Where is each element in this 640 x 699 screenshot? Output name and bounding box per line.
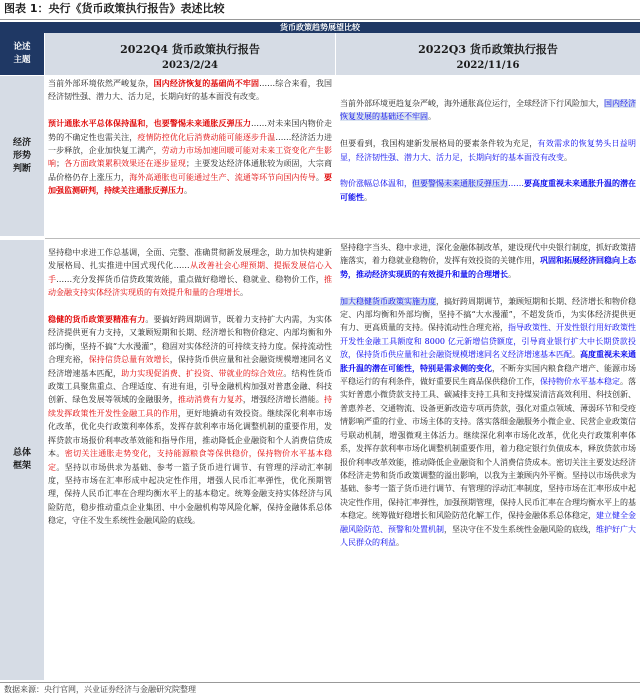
row-divider: [45, 238, 640, 239]
left-report-title: 2022Q4 货币政策执行报告: [120, 43, 260, 56]
figure-title: 图表 1：央行《货币政策执行报告》表述比较: [4, 2, 225, 15]
left-column-header: [45, 33, 335, 75]
row-economy-left: 当前外部环境依然严峻复杂，国内经济恢复的基础尚不牢固……综合来看，我国经济韧性强、潜力大、活力足，长期向好的基本面没有改变。 预计通胀水平总体保持温和，也要警惕未来通胀反弹压力……对未来国内物价走势的不确定性也需关注，疫情防控优化后消费动能可能逐步升温……经济活力进一步释放，企业加快复工满产，劳动力市场加速回暖可能对未来工资变化产生影响；各方面政策累积效果还在逐步显现；主要发达经济体通胀较为顽固，大宗商品价格仍存上涨压力，海外高通胀也可能通过生产、流通等环节向国内传导。要加强监测研判，持续关注通胀反弹压力。: [48, 78, 332, 196]
row-label-framework: 总体 框架: [0, 240, 44, 680]
row-label-header: 论述 主题: [0, 33, 44, 75]
row-label-economy: 经济 形势 判断: [0, 76, 44, 236]
source-note: 数据来源：央行官网，兴业证券经济与金融研究院整理: [4, 685, 196, 694]
right-report-title: 2022Q3 货币政策执行报告: [418, 43, 558, 56]
banner: 货币政策趋势展望比较: [0, 22, 640, 33]
right-report-date: 2022/11/16: [456, 60, 520, 71]
bottom-divider: [0, 682, 640, 683]
row-economy-right: 当前外部环境更趋复杂严峻，海外通胀高位运行，全球经济下行风险加大，国内经济恢复发展的基础还不牢固。 但要看到，我国构建新发展格局的要素条件较为充足，有效需求的恢复势头日益明显，经济韧性强、潜力大、活力足，长期向好的基本面没有改变。 物价涨幅总体温和，但要警惕未来通胀反弹压力……要高度重视未来通胀升温的潜在可能性。: [340, 99, 636, 202]
row-framework-left: 坚持稳中求进工作总基调，全面、完整、准确贯彻新发展理念，助力加快构建新发展格局、扎实推进中国式现代化……从改善社会心理预期、提振发展信心入手……充分发挥货币信贷政策效能，重点做好稳增长、稳就业、稳物价工作，推动金融支持实体经济实现质的有效提升和量的合理增长。 稳健的货币政策要精准有力。要搞好跨周期调节，既着力支持扩大内需，为实体经济提供更有力支持，又兼顾短期和长期、经济增长和物价稳定、内部均衡和外部均衡，坚持不搞“大水漫灌”，稳固对实体经济的可持续支持力度。保持流动性合理充裕，保持信贷总量有效增长，保持货币供应量和社会融资规模增速同名义经济增速基本匹配，助力实现促消费、扩投资、带就业的综合效应。结构性货币政策工具聚焦重点、合理适度、有进有退，引导金融机构加强对普惠金融、科技创新、绿色发展等领域的金融服务，推动消费有力复苏，增强经济增长潜能。持续发挥政策性开发性金融工具的作用，更好地撬动有效投资。继续深化利率市场化改革，优化央行政策利率体系，发挥存款利率市场化调整机制的重要作用，发挥贷款市场报价利率改革效能和指导作用，推动降低企业融资和个人消费信贷成本。密切关注通胀走势变化，支持能源粮食等保供稳价，保持物价水平基本稳定。坚持以市场供求为基础、参考一篮子货币进行调节、有管理的浮动汇率制度，坚持市场在汇率形成中起决定性作用，增强人民币汇率弹性，优化预期管理，保持人民币汇率在合理均衡水平上的基本稳定。统筹金融支持实体经济与风险防范，稳步推动重点企业集团、中小金融机构等风险化解，保持金融体系总体稳定，守住不发生系统性金融风险的底线。: [48, 248, 332, 526]
divider: [0, 19, 640, 20]
row-framework-right: 坚持稳字当头、稳中求进，深化金融体制改革，建设现代中央银行制度，抓好政策措施落实，着力稳就业稳物价，发挥有效投资的关键作用，巩固和拓展经济回稳向上态势，推动经济实现质的有效提升和量的合理增长。 加大稳健货币政策实施力度，搞好跨周期调节，兼顾短期和长期、经济增长和物价稳定、内部均衡和外部均衡，坚持不搞“大水漫灌”，不超发货币，为实体经济提供更有力、更高质量的支持。保持流动性合理充裕，指导政策性、开发性银行用好政策性开发性金融工具额度和 8000 亿元新增信贷额度，引导商业银行扩大中长期贷款投放，保持货币供应量和社会融资规模增速同名义经济增速基本匹配。高度重视未来通胀升温的潜在可能性，特别是需求侧的变化，不断夯实国内粮食稳产增产、能源市场平稳运行的有利条件，做好重要民生商品保供稳价工作，保持物价水平基本稳定。落实好普惠小微贷款支持工具、碳减排支持工具和支持煤炭清洁高效利用、科技创新、普惠养老、交通物流、设备更新改造专项再贷款，强化对重点领域、薄弱环节和受疫情影响严重的行业、市场主体的支持。落实落细金融服务小微企业、民营企业政策信号联动机制，增强微观主体活力。继续深化利率市场化改革，优化央行政策利率体系，发挥存款利率市场化调整机制重要作用，着力稳定银行负债成本，释放贷款市场报价利率改革效能，推动降低企业融资和个人消费信贷成本。密切关注主要发达经济体经济走势和货币政策调整的溢出影响，以我为主兼顾内外平衡。坚持以市场供求为基础、参考一篮子货币进行调节、有管理的浮动汇率制度，坚持市场在汇率形成中起决定性作用，保持汇率弹性，加强预期管理，保持人民币汇率在合理均衡水平上的基本稳定。统筹做好稳增长和风险防范化解工作，保持金融体系总体稳定，建立健全金融风险防范、预警和处置机制，坚决守住不发生系统性金融风险的底线，维护好广大人民群众的利益。: [340, 243, 636, 547]
right-column-header: [336, 33, 640, 75]
left-report-date: 2023/2/24: [161, 60, 218, 71]
